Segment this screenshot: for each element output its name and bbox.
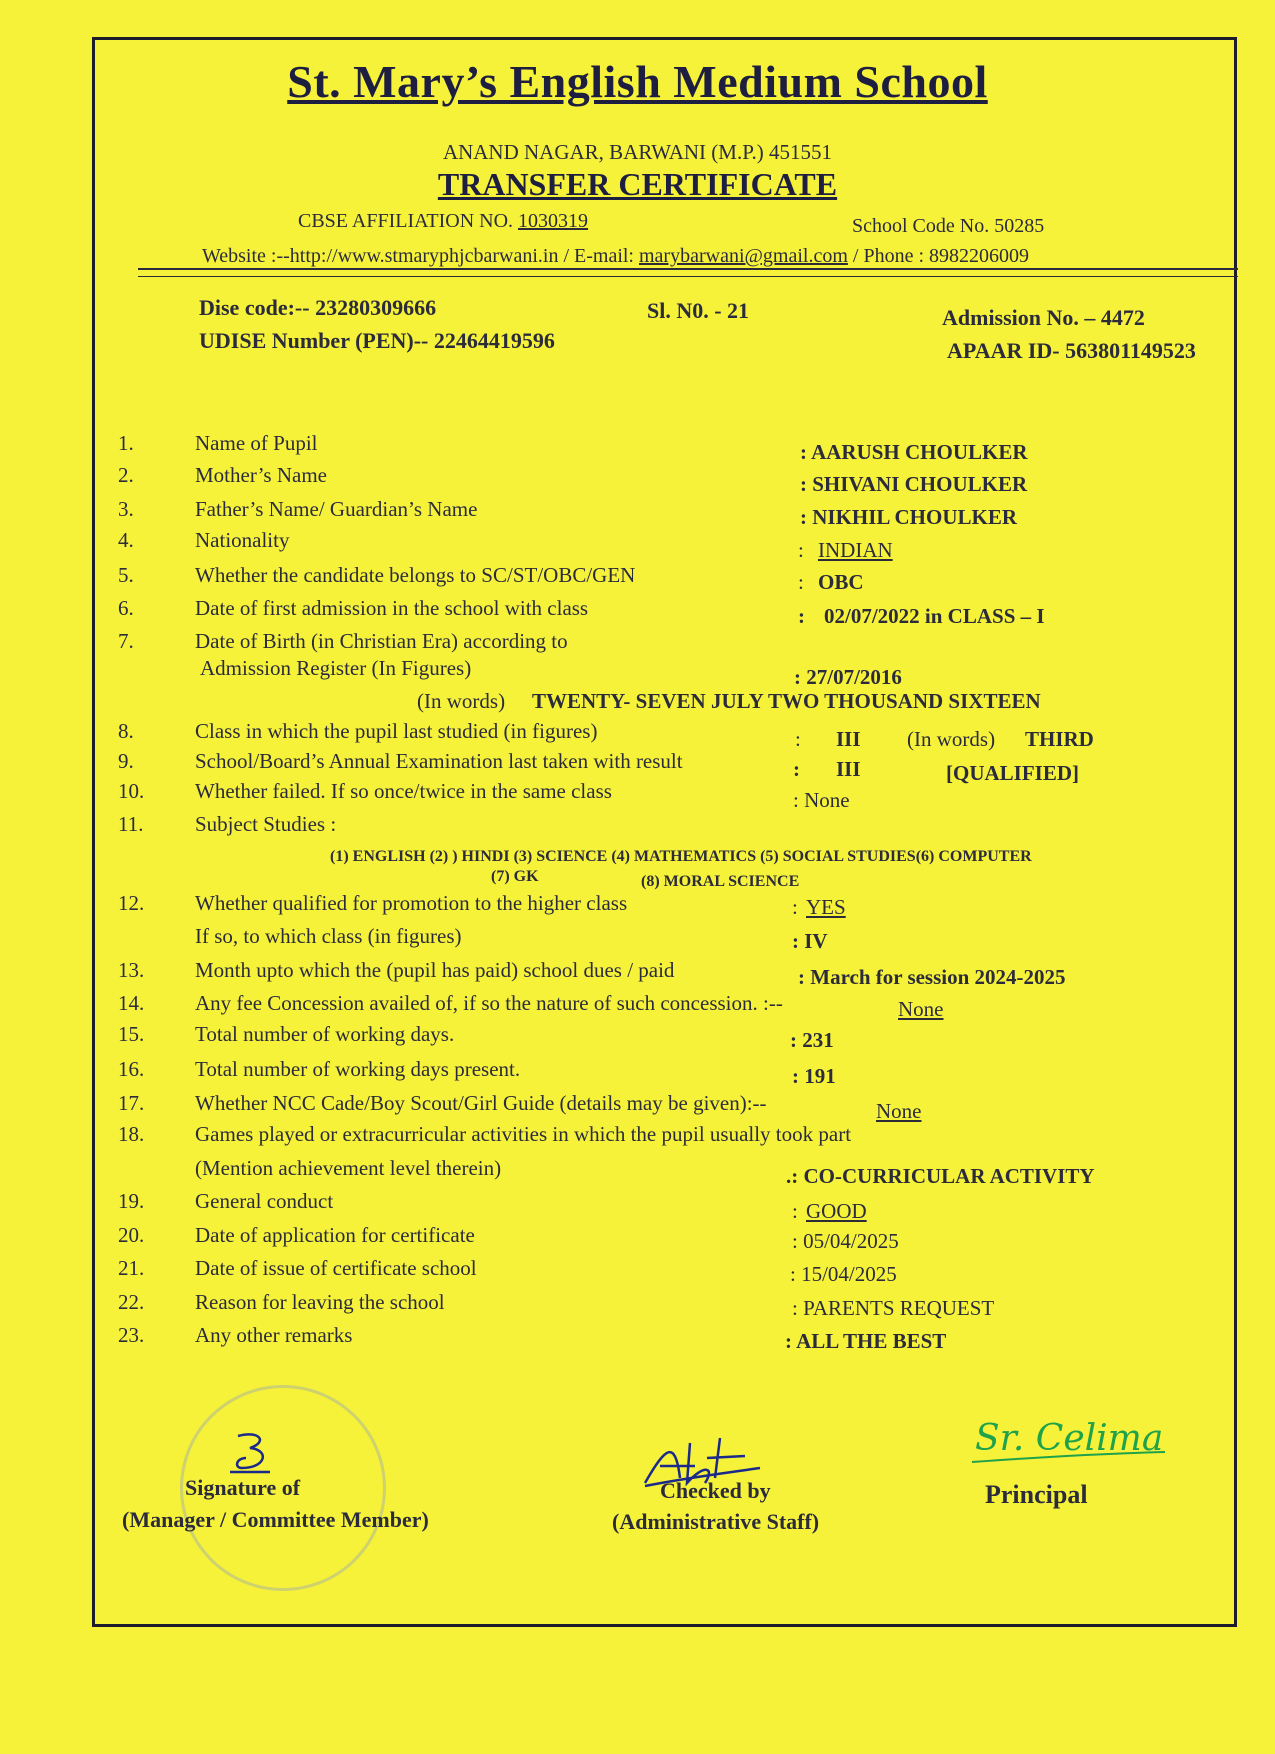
field-number: 17. bbox=[118, 1091, 145, 1115]
field-number: 3. bbox=[118, 497, 134, 521]
contact-line bbox=[202, 245, 1029, 268]
field-number: 10. bbox=[118, 779, 145, 803]
colon: : bbox=[792, 895, 798, 919]
colon: : bbox=[793, 757, 800, 781]
subject-moral-science: (8) MORAL SCIENCE bbox=[641, 873, 800, 890]
field-row bbox=[0, 991, 1275, 1021]
field-row bbox=[0, 749, 1275, 785]
principal-signature: Sr. Celima bbox=[975, 1418, 1164, 1459]
field-label: Any fee Concession availed of, if so the nature of such concession. :-- bbox=[195, 991, 783, 1015]
field-label: Mother’s Name bbox=[195, 463, 327, 487]
subject-gk: (7) GK bbox=[491, 868, 539, 885]
field-row bbox=[0, 596, 1275, 626]
colon: : bbox=[798, 538, 804, 562]
field-row bbox=[0, 779, 1275, 812]
field-number: 7. bbox=[118, 629, 134, 653]
field-label: Games played or extracurricular activities in which the pupil usually took part bbox=[195, 1122, 852, 1146]
failed-status: : None bbox=[793, 788, 850, 812]
field-label: School/Board’s Annual Examination last taken with result bbox=[195, 749, 683, 773]
field-number: 11. bbox=[118, 812, 144, 836]
extracurricular: .: CO-CURRICULAR ACTIVITY bbox=[786, 1164, 1095, 1188]
field-number: 9. bbox=[118, 749, 134, 773]
staff-title: (Administrative Staff) bbox=[612, 1509, 820, 1534]
colon: : bbox=[795, 727, 801, 751]
field-row bbox=[0, 1022, 1275, 1052]
field-row bbox=[0, 563, 1275, 593]
field-label-continued: If so, to which class (in figures) bbox=[195, 924, 462, 948]
general-conduct: GOOD bbox=[806, 1199, 867, 1223]
affiliation-number: 1030319 bbox=[518, 210, 589, 232]
field-label: Class in which the pupil last studied (in figures) bbox=[195, 719, 598, 743]
field-number: 2. bbox=[118, 463, 134, 487]
dues-paid: : March for session 2024-2025 bbox=[798, 965, 1066, 989]
fee-concession: None bbox=[898, 997, 944, 1021]
school-code: School Code No. 50285 bbox=[852, 215, 1045, 237]
affiliation bbox=[298, 210, 588, 233]
serial-number: Sl. N0. - 21 bbox=[647, 298, 750, 323]
field-row bbox=[0, 629, 1275, 713]
field-label: Date of application for certificate bbox=[195, 1223, 475, 1247]
field-label: Reason for leaving the school bbox=[195, 1290, 445, 1314]
application-date: : 05/04/2025 bbox=[792, 1229, 899, 1253]
field-row bbox=[0, 812, 1275, 842]
udise-number: UDISE Number (PEN)-- 22464419596 bbox=[199, 328, 555, 353]
field-label: Date of Birth (in Christian Era) according to bbox=[195, 629, 568, 653]
header-rule bbox=[138, 268, 1238, 270]
field-row bbox=[0, 891, 1275, 953]
website-label: Website :--http://www.stmaryphjcbarwani.in / E-mail: bbox=[202, 245, 634, 267]
colon: : bbox=[798, 604, 805, 628]
field-row bbox=[0, 1057, 1275, 1087]
field-row bbox=[0, 1223, 1275, 1253]
affiliation-label: CBSE AFFILIATION NO. bbox=[298, 210, 514, 232]
field-row bbox=[0, 719, 1275, 749]
dob-figures: : 27/07/2016 bbox=[794, 665, 902, 689]
field-number: 16. bbox=[118, 1057, 145, 1081]
exam-result: [QUALIFIED] bbox=[946, 761, 1080, 785]
first-admission: 02/07/2022 in CLASS – I bbox=[824, 604, 1045, 628]
field-label: General conduct bbox=[195, 1189, 334, 1213]
field-row bbox=[0, 958, 1275, 988]
field-number: 19. bbox=[118, 1189, 145, 1213]
phone: / Phone : 8982206009 bbox=[852, 245, 1030, 267]
field-row bbox=[0, 528, 1275, 562]
promotion-class: : IV bbox=[792, 929, 828, 953]
email-link[interactable]: marybarwani@gmail.com bbox=[639, 245, 848, 267]
school-address: ANAND NAGAR, BARWANI (M.P.) 451551 bbox=[442, 140, 833, 164]
field-row bbox=[0, 463, 1275, 496]
promotion-qualified: YES bbox=[806, 895, 846, 919]
field-number: 1. bbox=[118, 431, 134, 455]
working-days: : 231 bbox=[790, 1028, 834, 1052]
in-words-label: (In words) bbox=[907, 727, 996, 751]
field-number: 23. bbox=[118, 1323, 145, 1347]
field-label: Whether failed. If so once/twice in the same class bbox=[195, 779, 612, 803]
colon: : bbox=[792, 1199, 798, 1223]
principal-signature-underline bbox=[970, 1448, 1170, 1468]
admission-number: Admission No. – 4472 bbox=[942, 305, 1145, 330]
leaving-reason: : PARENTS REQUEST bbox=[792, 1296, 995, 1320]
manager-signature bbox=[220, 1428, 280, 1478]
field-number: 6. bbox=[118, 596, 134, 620]
other-remarks: : ALL THE BEST bbox=[785, 1329, 947, 1353]
field-number: 21. bbox=[118, 1256, 145, 1280]
field-number: 5. bbox=[118, 563, 134, 587]
field-label: Whether qualified for promotion to the higher class bbox=[195, 891, 628, 915]
last-class-words: THIRD bbox=[1025, 727, 1094, 751]
field-label: Total number of working days present. bbox=[195, 1057, 521, 1081]
field-number: 15. bbox=[118, 1022, 145, 1046]
field-number: 12. bbox=[118, 891, 145, 915]
staff-signature-label: Checked by bbox=[660, 1478, 771, 1503]
field-number: 20. bbox=[118, 1223, 145, 1247]
field-number: 18. bbox=[118, 1122, 145, 1146]
subjects-line: (1) ENGLISH (2) ) HINDI (3) SCIENCE (4) MATHEMATICS (5) SOCIAL STUDIES(6) COMPUTER bbox=[330, 848, 1032, 865]
field-row bbox=[0, 1122, 1275, 1188]
field-label: Whether NCC Cade/Boy Scout/Girl Guide (details may be given):-- bbox=[195, 1091, 767, 1115]
field-label: Nationality bbox=[195, 528, 290, 552]
field-row bbox=[0, 431, 1275, 464]
field-row bbox=[0, 1323, 1275, 1353]
last-class-figures: III bbox=[836, 727, 861, 751]
mother-name: : SHIVANI CHOULKER bbox=[800, 472, 1028, 496]
father-name: : NIKHIL CHOULKER bbox=[800, 505, 1018, 529]
manager-title: (Manager / Committee Member) bbox=[122, 1507, 429, 1532]
field-number: 4. bbox=[118, 528, 134, 552]
pupil-name: : AARUSH CHOULKER bbox=[800, 440, 1028, 464]
field-number: 8. bbox=[118, 719, 134, 743]
field-label: Any other remarks bbox=[195, 1323, 353, 1347]
in-words-label: (In words) bbox=[417, 689, 506, 713]
colon: : bbox=[798, 570, 804, 594]
field-row bbox=[0, 1189, 1275, 1223]
field-number: 13. bbox=[118, 958, 145, 982]
principal-title: Principal bbox=[985, 1480, 1088, 1509]
field-label-continued: (Mention achievement level therein) bbox=[195, 1156, 502, 1180]
field-row bbox=[0, 1091, 1275, 1121]
apaar-id: APAAR ID- 563801149523 bbox=[947, 338, 1196, 363]
ncc-details: None bbox=[876, 1099, 922, 1123]
nationality: INDIAN bbox=[818, 538, 893, 562]
field-label: Total number of working days. bbox=[195, 1022, 455, 1046]
days-present: : 191 bbox=[792, 1064, 836, 1088]
field-number: 14. bbox=[118, 991, 145, 1015]
school-name: St. Mary’s English Medium School bbox=[287, 56, 988, 107]
field-label: Whether the candidate belongs to SC/ST/OBC/GEN bbox=[195, 563, 636, 587]
field-row bbox=[0, 1290, 1275, 1320]
field-label: Date of issue of certificate school bbox=[195, 1256, 477, 1280]
exam-class: III bbox=[836, 757, 861, 781]
field-label: Name of Pupil bbox=[195, 431, 318, 455]
field-label: Month upto which the (pupil has paid) school dues / paid bbox=[195, 958, 675, 982]
category: OBC bbox=[818, 570, 864, 594]
field-row bbox=[0, 497, 1275, 527]
dise-code: Dise code:-- 23280309666 bbox=[199, 295, 437, 320]
field-label: Father’s Name/ Guardian’s Name bbox=[195, 497, 478, 521]
issue-date: : 15/04/2025 bbox=[790, 1262, 897, 1286]
field-number: 22. bbox=[118, 1290, 145, 1314]
field-label: Date of first admission in the school with class bbox=[195, 596, 589, 620]
certificate-title: TRANSFER CERTIFICATE bbox=[437, 166, 838, 202]
header-rule-thin bbox=[138, 276, 1238, 277]
manager-signature-label: Signature of bbox=[185, 1475, 301, 1500]
field-label-continued: Admission Register (In Figures) bbox=[200, 656, 472, 680]
field-row bbox=[0, 1256, 1275, 1286]
field-label: Subject Studies : bbox=[195, 812, 337, 836]
dob-words: TWENTY- SEVEN JULY TWO THOUSAND SIXTEEN bbox=[532, 689, 1041, 713]
